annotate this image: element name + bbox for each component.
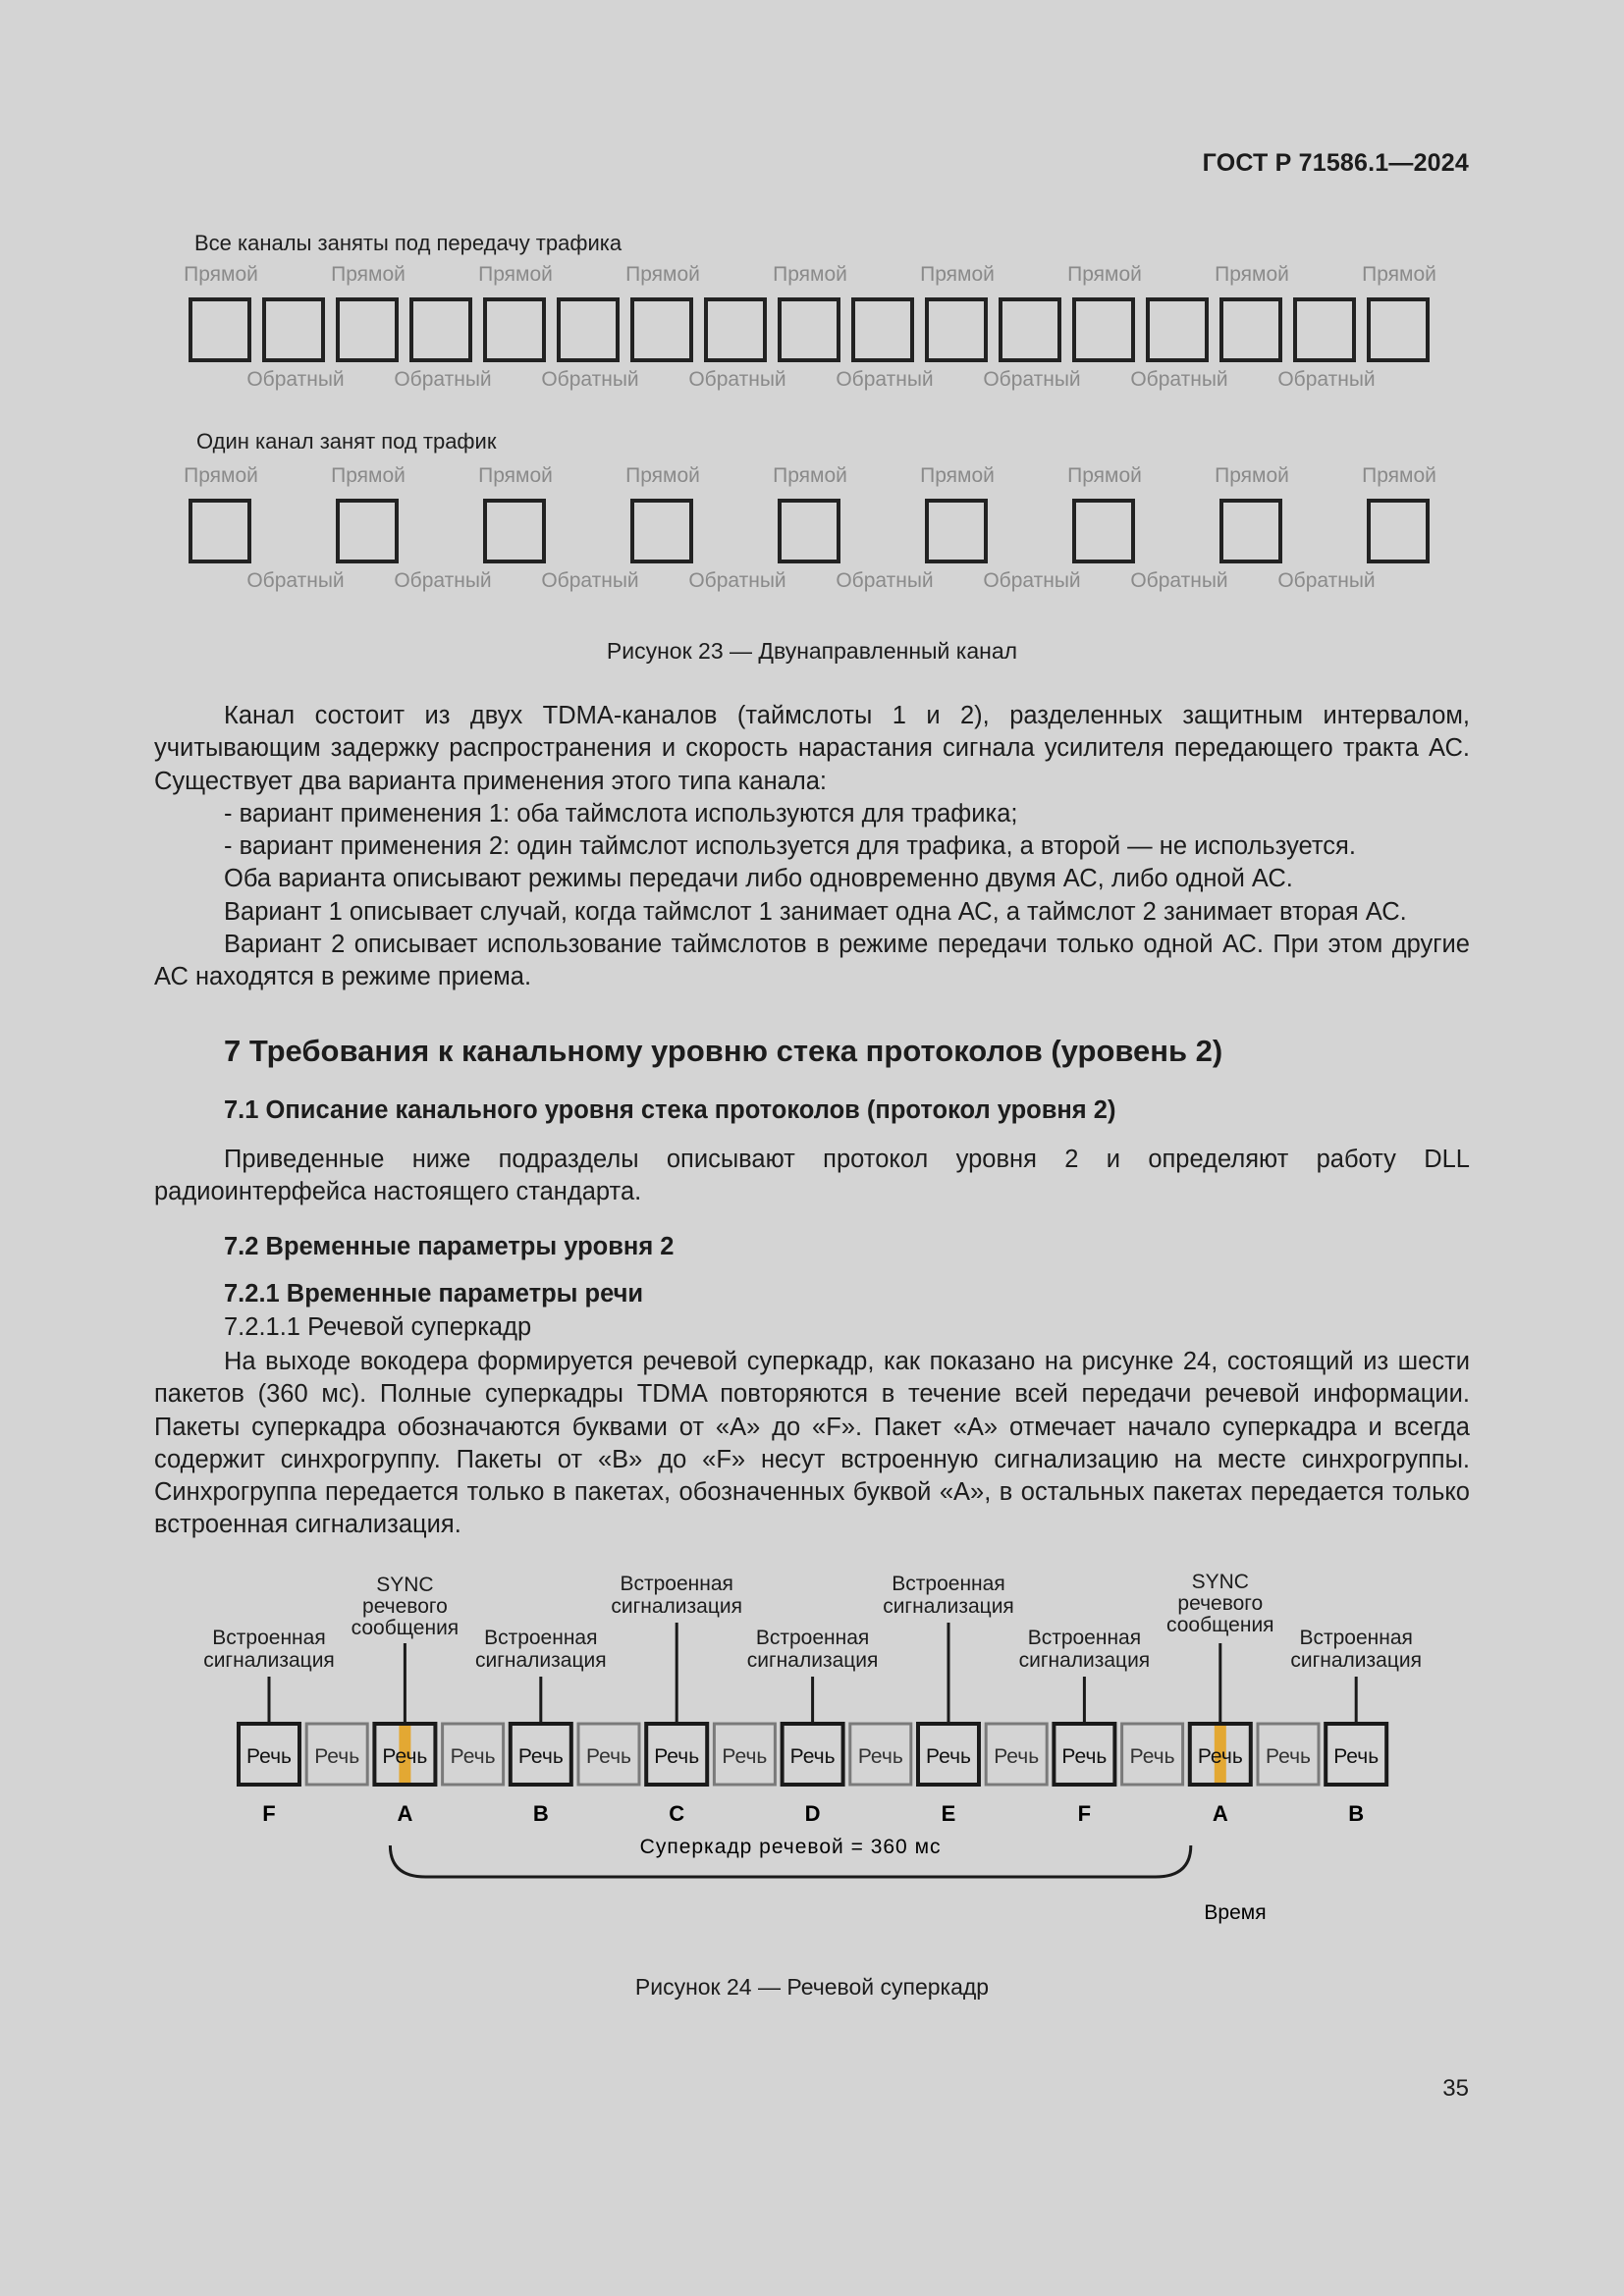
packet-letter: F — [262, 1801, 276, 1826]
direction-label: Прямой — [1362, 464, 1436, 487]
document-code: ГОСТ Р 71586.1—2024 — [1202, 149, 1469, 177]
direction-label: Прямой — [1067, 464, 1142, 487]
speech-slot-label: Речь — [1197, 1745, 1243, 1768]
timeslot-box — [483, 297, 546, 362]
direction-label: Обратный — [541, 368, 639, 391]
direction-label: Обратный — [1277, 368, 1376, 391]
timeslot-box — [262, 297, 325, 362]
superframe-label: Суперкадр речевой = 360 мс — [639, 1836, 942, 1858]
direction-label: Обратный — [1130, 368, 1228, 391]
packet-letter: B — [532, 1801, 549, 1826]
sync-label: сообщения — [1166, 1614, 1274, 1636]
direction-label: Прямой — [773, 464, 847, 487]
packet-letter: D — [804, 1801, 821, 1826]
direction-label: Обратный — [394, 368, 492, 391]
timeslot-box — [704, 297, 767, 362]
timeslot-box — [409, 297, 472, 362]
sync-label: речевого — [1177, 1592, 1264, 1615]
embedded-signaling-label: Встроенная — [620, 1573, 733, 1595]
page-number: 35 — [1442, 2075, 1469, 2102]
direction-label: Прямой — [625, 464, 700, 487]
figure-23-caption: Рисунок 23 — Двунаправленный канал — [606, 638, 1018, 664]
sync-label: SYNC — [376, 1574, 434, 1596]
packet-letter: A — [1212, 1801, 1228, 1826]
timeslot-box — [999, 297, 1061, 362]
heading-section-7-2-1: 7.2.1 Временные параметры речи — [224, 1280, 644, 1308]
speech-slot-label: Речь — [1129, 1745, 1175, 1768]
direction-label: Обратный — [246, 569, 345, 592]
timeslot-box — [336, 499, 399, 563]
direction-label: Прямой — [1215, 263, 1289, 286]
embedded-signaling-label: сигнализация — [746, 1649, 879, 1672]
direction-label: Обратный — [688, 368, 786, 391]
speech-slot-label: Речь — [450, 1745, 496, 1768]
packet-letter: C — [669, 1801, 685, 1826]
direction-label: Обратный — [688, 569, 786, 592]
embedded-signaling-label: Встроенная — [1027, 1627, 1142, 1649]
timeslot-box — [1146, 297, 1209, 362]
timeslot-box — [1293, 297, 1356, 362]
sync-label: речевого — [362, 1595, 448, 1618]
heading-section-7-2: 7.2 Временные параметры уровня 2 — [224, 1233, 675, 1260]
figure-24-caption: Рисунок 24 — Речевой суперкадр — [634, 1974, 990, 2000]
timeslot-box — [483, 499, 546, 563]
direction-label: Прямой — [184, 464, 258, 487]
timeslot-box — [1367, 297, 1430, 362]
direction-label: Обратный — [1130, 569, 1228, 592]
embedded-signaling-label: Встроенная — [212, 1627, 326, 1649]
embedded-signaling-label: сигнализация — [203, 1649, 335, 1672]
direction-label: Прямой — [478, 263, 553, 286]
speech-slot-label: Речь — [517, 1745, 564, 1768]
packet-letter: A — [397, 1801, 413, 1826]
embedded-signaling-label: сигнализация — [883, 1595, 1014, 1618]
packet-letter: E — [941, 1801, 956, 1826]
speech-slot-label: Речь — [857, 1745, 903, 1768]
heading-section-7-1: 7.1 Описание канального уровня стека протоколов (протокол уровня 2) — [224, 1096, 1116, 1124]
body-paragraph-1-block — [154, 700, 1470, 994]
paragraph: Оба варианта описывают режимы передачи либо одновременно двумя АС, либо одной АС. — [224, 865, 1293, 893]
direction-label: Прямой — [773, 263, 847, 286]
timeslot-box — [1367, 499, 1430, 563]
panel2-title: Один канал занят под трафик — [196, 429, 497, 454]
direction-label: Обратный — [541, 569, 639, 592]
timeslot-box — [1072, 297, 1135, 362]
body-paragraph-7-2-block — [154, 1346, 1470, 1542]
speech-slot-label: Речь — [926, 1745, 971, 1768]
figure-24-diagram — [0, 1561, 1624, 2022]
direction-label: Прямой — [1067, 263, 1142, 286]
embedded-signaling-label: Встроенная — [755, 1627, 870, 1649]
speech-slot-label: Речь — [314, 1745, 360, 1768]
timeslot-box — [778, 499, 840, 563]
timeslot-box — [1072, 499, 1135, 563]
direction-label: Обратный — [836, 569, 934, 592]
direction-label: Обратный — [394, 569, 492, 592]
heading-section-7: 7 Требования к канальному уровню стека протоколов (уровень 2) — [224, 1034, 1223, 1068]
timeslot-box — [851, 297, 914, 362]
timeslot-box — [778, 297, 840, 362]
speech-slot-label: Речь — [1266, 1745, 1311, 1768]
speech-slot-label: Речь — [789, 1745, 836, 1768]
paragraph: Вариант 1 описывает случай, когда таймслот 1 занимает одна АС, а таймслот 2 занимает вторая АС. — [224, 897, 1407, 926]
sync-label: SYNC — [1191, 1571, 1249, 1593]
body-paragraph-7-1-block — [154, 1144, 1470, 1209]
speech-slot-label: Речь — [246, 1745, 292, 1768]
speech-slot-label: Речь — [382, 1745, 428, 1768]
paragraph: Приведенные ниже подразделы описывают протокол уровня 2 и определяют работу DLL радиоинтерфейса настоящего стандарта. — [154, 1146, 1470, 1206]
speech-slot-label: Речь — [586, 1745, 631, 1768]
figure-23 — [0, 0, 1624, 687]
direction-label: Прямой — [1362, 263, 1436, 286]
timeslot-box — [925, 297, 988, 362]
embedded-signaling-label: Встроенная — [484, 1627, 598, 1649]
embedded-signaling-label: сигнализация — [1290, 1649, 1422, 1672]
timeslot-box — [630, 297, 693, 362]
timeslot-box — [1219, 499, 1282, 563]
direction-label: Обратный — [246, 368, 345, 391]
embedded-signaling-label: сигнализация — [611, 1595, 742, 1618]
embedded-signaling-label: сигнализация — [1018, 1649, 1151, 1672]
direction-label: Прямой — [184, 263, 258, 286]
speech-slot-label: Речь — [994, 1745, 1040, 1768]
packet-letter: F — [1077, 1801, 1092, 1826]
panel1-title: Все каналы заняты под передачу трафика — [194, 231, 623, 255]
direction-label: Обратный — [983, 368, 1081, 391]
packet-letter: B — [1348, 1801, 1365, 1826]
timeslot-box — [189, 297, 251, 362]
speech-slot-label: Речь — [722, 1745, 768, 1768]
direction-label: Прямой — [331, 464, 406, 487]
paragraph: На выходе вокодера формируется речевой суперкадр, как показано на рисунке 24, состоящий из шести пакетов (360 мс). Полные суперкадры TDMA повторяются в течение всей передачи речевой информации. Пакеты суперкадра обозначаются буквами от «A» до «F». Пакет «A» отмечает начало суперкадра и всегда содержит синхрогруппу. Пакеты от «B» до «F» несут встроенную сигнализацию на месте синхрогруппы. Синхрогруппа передается только в пакетах, обозначенных буквой «A», в остальных пакетах передается только встроенная сигнализация. — [154, 1348, 1470, 1539]
heading-section-7-2-1-1: 7.2.1.1 Речевой суперкадр — [224, 1313, 532, 1341]
list-item: - вариант применения 1: оба таймслота используются для трафика; — [224, 799, 1018, 828]
direction-label: Прямой — [478, 464, 553, 487]
timeslot-box — [925, 499, 988, 563]
paragraph: Вариант 2 описывает использование таймслотов в режиме передачи только одной АС. При этом другие АС находятся в режиме приема. — [154, 931, 1470, 991]
paragraph: Канал состоит из двух TDMA-каналов (таймслоты 1 и 2), разделенных защитным интервалом, учитывающим задержку распространения и скорость нарастания сигнала усилителя передающего тракта АС. Существует два варианта применения этого типа канала: — [154, 702, 1470, 795]
timeslot-box — [557, 297, 620, 362]
direction-label: Прямой — [920, 464, 995, 487]
speech-slot-label: Речь — [1333, 1745, 1380, 1768]
embedded-signaling-label: Встроенная — [892, 1573, 1005, 1595]
time-axis-label: Время — [1204, 1901, 1267, 1924]
speech-slot-label: Речь — [1061, 1745, 1108, 1768]
direction-label: Обратный — [983, 569, 1081, 592]
direction-label: Прямой — [1215, 464, 1289, 487]
timeslot-box — [1219, 297, 1282, 362]
sync-label: сообщения — [351, 1617, 460, 1639]
speech-slot-label: Речь — [654, 1745, 700, 1768]
timeslot-box — [189, 499, 251, 563]
direction-label: Прямой — [331, 263, 406, 286]
embedded-signaling-label: сигнализация — [475, 1649, 607, 1672]
direction-label: Прямой — [920, 263, 995, 286]
direction-label: Обратный — [836, 368, 934, 391]
embedded-signaling-label: Встроенная — [1299, 1627, 1413, 1649]
list-item: - вариант применения 2: один таймслот используется для трафика, а второй — не используется. — [224, 832, 1356, 861]
direction-label: Обратный — [1277, 569, 1376, 592]
timeslot-box — [336, 297, 399, 362]
timeslot-box — [630, 499, 693, 563]
direction-label: Прямой — [625, 263, 700, 286]
